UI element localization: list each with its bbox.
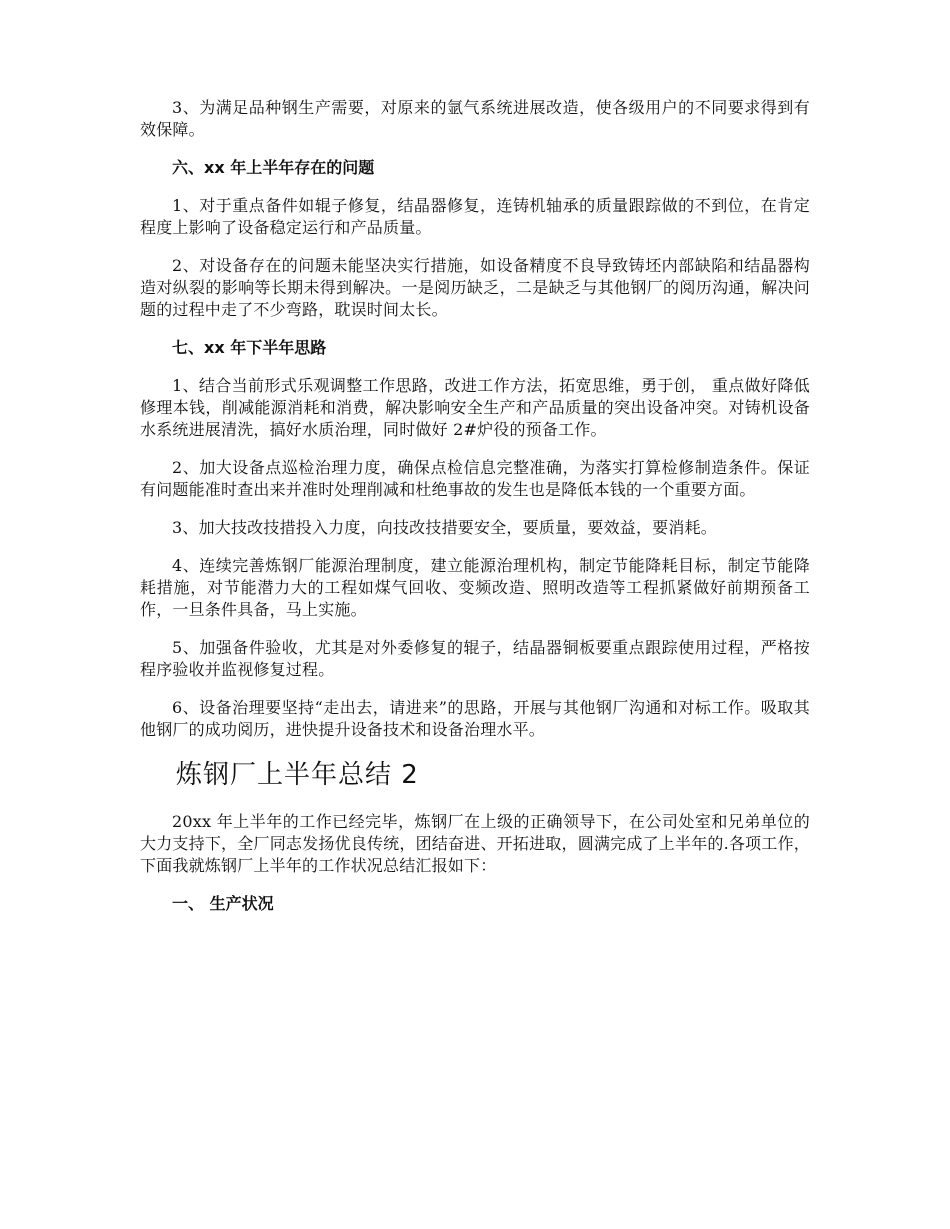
section-heading-production: 一、 生产状况 xyxy=(172,894,274,913)
paragraph-plan-1: 1、结合当前形式乐观调整工作思路，改进工作方法，拓宽思维，勇于创， 重点做好降低修理本钱，削减能源消耗和消费，解决影响安全生产和产品质量的突出设备冲突。对铸机设备水系统进展清洗，搞好水质治理，同时做好 2#炉役的预备工作。 xyxy=(140,376,810,439)
paragraph-intro: 20xx 年上半年的工作已经完毕，炼钢厂在上级的正确领导下，在公司处室和兄弟单位的大力支持下，全厂同志发扬优良传统，团结奋进、开拓进取，圆满完成了上半年的.各项工作，下面我就炼钢厂上半年的工作状况总结汇报如下： xyxy=(140,812,810,875)
paragraph-plan-2: 2、加大设备点巡检治理力度，确保点检信息完整准确，为落实打算检修制造条件。保证有问题能准时查出来并准时处理削减和杜绝事故的发生也是降低本钱的一个重要方面。 xyxy=(140,458,810,499)
document-body xyxy=(140,97,810,931)
section-heading-plans: 七、xx 年下半年思路 xyxy=(172,338,327,357)
section-heading-problems: 六、xx 年上半年存在的问题 xyxy=(172,158,375,177)
paragraph-plan-3: 3、加大技改技措投入力度，向技改技措要安全，要质量，要效益，要消耗。 xyxy=(172,518,717,537)
paragraph-problem-2: 2、对设备存在的问题未能坚决实行措施，如设备精度不良导致铸坯内部缺陷和结晶器构造对纵裂的影响等长期未得到解决。一是阅历缺乏，二是缺乏与其他钢厂的阅历沟通，解决问题的过程中走了不少弯路，耽误时间太长。 xyxy=(140,256,810,319)
paragraph-argon-system: 3、为满足品种钢生产需要，对原来的氩气系统进展改造，使各级用户的不同要求得到有效保障。 xyxy=(140,98,810,139)
paragraph-problem-1: 1、对于重点备件如辊子修复，结晶器修复，连铸机轴承的质量跟踪做的不到位，在肯定程度上影响了设备稳定运行和产品质量。 xyxy=(140,196,810,237)
paragraph-plan-4: 4、连续完善炼钢厂能源治理制度，建立能源治理机构，制定节能降耗目标，制定节能降耗措施，对节能潜力大的工程如煤气回收、变频改造、照明改造等工程抓紧做好前期预备工作，一旦条件具备，马上实施。 xyxy=(140,556,810,619)
paragraph-plan-5: 5、加强备件验收，尤其是对外委修复的辊子，结晶器铜板要重点跟踪使用过程，严格按程序验收并监视修复过程。 xyxy=(140,638,810,679)
document-title: 炼钢厂上半年总结 2 xyxy=(176,760,419,790)
paragraph-plan-6: 6、设备治理要坚持“走出去，请进来”的思路，开展与其他钢厂沟通和对标工作。吸取其他钢厂的成功阅历，进快提升设备技术和设备治理水平。 xyxy=(140,698,810,739)
